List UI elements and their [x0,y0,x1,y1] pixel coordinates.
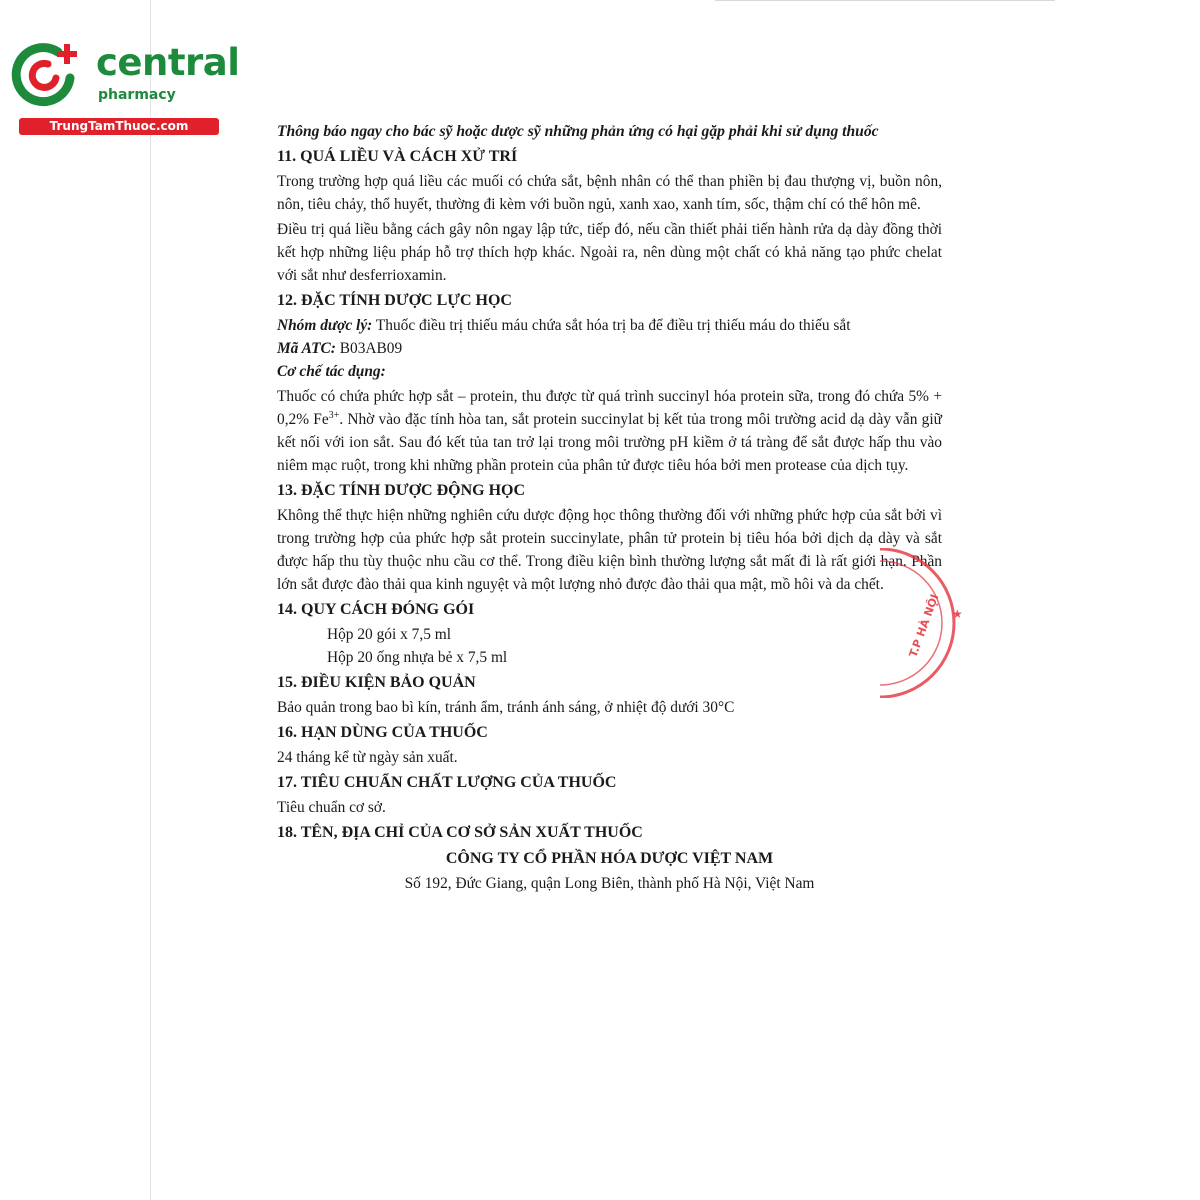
svg-text:★: ★ [952,607,963,621]
brand-website-link[interactable]: TrungTamThuoc.com [19,118,219,135]
packaging-item: Hộp 20 gói x 7,5 ml [327,626,451,643]
section-14-title: 14. QUY CÁCH ĐÓNG GÓI [277,601,475,618]
storage-text: Bảo quản trong bao bì kín, tránh ẩm, tránh ánh sáng, ở nhiệt độ dưới 30°C [277,699,735,716]
section-13-title: 13. ĐẶC TÍNH DƯỢC ĐỘNG HỌC [277,482,526,499]
pharmacological-group [277,314,942,337]
section-11-paragraph-2: Điều trị quá liều bằng cách gây nôn ngay lập tức, tiếp đó, nếu cần thiết phải tiến hành rửa dạ dày đồng thời kết hợp những liệu pháp hỗ trợ thích hợp khác. Ngoài ra, nên dùng một chất có khả năng tạo phức chelat với sắt như desferrioxamin. [277,221,942,284]
page-edge [150,0,151,1200]
shelf-life-text: 24 tháng kể từ ngày sản xuất. [277,749,458,766]
section-11-title: 11. QUÁ LIỀU VÀ CÁCH XỬ TRÍ [277,148,518,165]
quality-standard-text: Tiêu chuẩn cơ sở. [277,799,386,816]
pharmacological-group-value: Thuốc điều trị thiếu máu chứa sắt hóa trị ba để điều trị thiếu máu do thiếu sắt [375,317,851,334]
atc-code [277,337,942,360]
pharmacological-group-label: Nhóm dược lý: [277,317,373,334]
brand-logo[interactable] [10,38,240,138]
section-12-title: 12. ĐẶC TÍNH DƯỢC LỰC HỌC [277,292,512,309]
brand-name: central [96,41,240,84]
section-18-title: 18. TÊN, ĐỊA CHỈ CỦA CƠ SỞ SẢN XUẤT THUỐC [277,824,643,841]
document-body [277,120,942,895]
mechanism-label: Cơ chế tác dụng: [277,363,386,380]
mechanism-text-part-1: Thuốc có chứa phức hợp sắt – protein, thu được từ quá trình succinyl hóa protein sữa, trong đó chứa 5% + 0,2% Fe [277,388,942,428]
brand-tagline: pharmacy [98,87,176,103]
seal-text: T.P HÀ NỘI [906,592,942,660]
page-edge-top [715,0,1055,1]
mechanism-superscript: 3+ [328,409,340,421]
mechanism-paragraph [277,385,942,477]
section-15-title: 15. ĐIỀU KIỆN BẢO QUẢN [277,674,476,691]
section-16-title: 16. HẠN DÙNG CỦA THUỐC [277,724,488,741]
atc-code-label: Mã ATC: [277,340,336,357]
manufacturer-name: CÔNG TY CỔ PHẦN HÓA DƯỢC VIỆT NAM [445,850,774,867]
packaging-item: Hộp 20 ống nhựa bẻ x 7,5 ml [327,649,508,666]
section-17-title: 17. TIÊU CHUẨN CHẤT LƯỢNG CỦA THUỐC [277,774,617,791]
atc-code-value: B03AB09 [339,340,403,357]
section-11-paragraph-1: Trong trường hợp quá liều các muối có chứa sắt, bệnh nhân có thể than phiền bị đau thượng vị, buồn nôn, nôn, tiêu chảy, thổ huyết, thường đi kèm với buồn ngủ, xanh xao, xanh tím, sốc, thậm chí có thể hôn mê. [277,173,942,213]
mechanism-text-part-2: . Nhờ vào đặc tính hòa tan, sắt protein succinylat bị kết tủa trong môi trường acid dạ dày vẫn giữ kết nối với ion sắt. Sau đó kết tủa tan trở lại trong môi trường pH kiềm ở tá tràng để sắt được hấp thu vào niêm mạc ruột, trong khi những phần protein của phân tử được tiêu hóa bởi men protease của dịch tụy. [277,411,942,474]
pharmacy-cross-logo-icon [10,38,82,110]
section-13-paragraph: Không thể thực hiện những nghiên cứu dược động học thông thường đối với những phức hợp của sắt bởi vì trong trường hợp của phức hợp sắt protein succinylate, phân tử protein bị tiêu hóa bởi dịch dạ dày và sắt được hấp thu tùy thuộc nhu cầu cơ thể. Trong điều kiện bình thường lượng sắt mất đi là rất giới hạn. Phần lớn sắt được đào thải qua kinh nguyệt và một lượng nhỏ được đào thải qua mật, mồ hôi và da chết. [277,507,942,593]
manufacturer-address: Số 192, Đức Giang, quận Long Biên, thành phố Hà Nội, Việt Nam [404,875,815,892]
adverse-reaction-notice: Thông báo ngay cho bác sỹ hoặc dược sỹ những phản ứng có hại gặp phải khi sử dụng thuốc [277,123,879,140]
